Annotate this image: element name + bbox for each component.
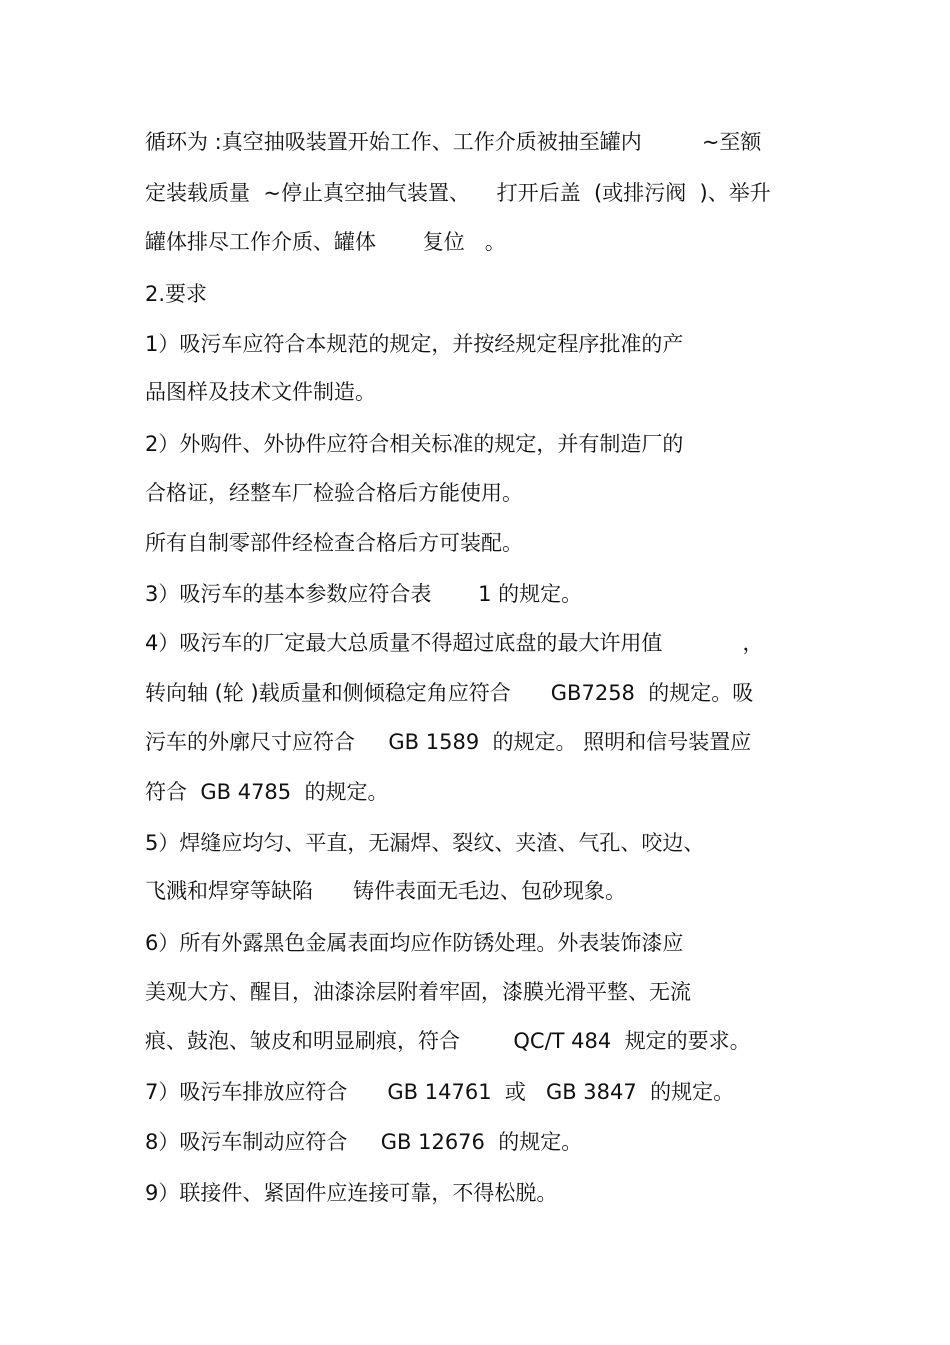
paragraph-line: 4）吸污车的厂定最大总质量不得超过底盘的最大许用值 ，: [145, 631, 764, 655]
paragraph-line: 3）吸污车的基本参数应符合表 1 的规定。: [145, 582, 583, 606]
paragraph-line: 7）吸污车排放应符合 GB 14761 或 GB 3847 的规定。: [145, 1080, 735, 1104]
paragraph-line: 转向轴 (轮 )载质量和侧倾稳定角应符合 GB7258 的规定。吸: [145, 681, 754, 705]
paragraph-line: 痕、鼓泡、皱皮和明显刷痕，符合 QC/T 484 规定的要求。: [145, 1029, 751, 1053]
paragraph-line: 5）焊缝应均匀、平直，无漏焊、裂纹、夹渣、气孔、咬边、: [145, 831, 705, 855]
paragraph-line: 美观大方、醒目，油漆涂层附着牢固，漆膜光滑平整、无流: [145, 980, 691, 1004]
paragraph-line: 定装载质量 ~停止真空抽气装置、 打开后盖 (或排污阀 )、举升: [145, 181, 771, 205]
paragraph-line: 罐体排尽工作介质、罐体 复位 。: [145, 230, 506, 254]
paragraph-line: 合格证，经整车厂检验合格后方能使用。: [145, 481, 523, 505]
paragraph-line: 8）吸污车制动应符合 GB 12676 的规定。: [145, 1130, 583, 1154]
paragraph-line: 污车的外廓尺寸应符合 GB 1589 的规定。 照明和信号装置应: [145, 730, 752, 754]
paragraph-line: 9）联接件、紧固件应连接可靠，不得松脱。: [145, 1181, 558, 1205]
section-heading: 2.要求: [145, 282, 208, 306]
paragraph-line: 2）外购件、外协件应符合相关标准的规定，并有制造厂的: [145, 432, 684, 456]
paragraph-line: 所有自制零部件经检查合格后方可装配。: [145, 531, 523, 555]
paragraph-line: 符合 GB 4785 的规定。: [145, 780, 389, 804]
paragraph-line: 循环为 :真空抽吸装置开始工作、工作介质被抽至罐内 ~至额: [145, 130, 762, 154]
paragraph-line: 品图样及技术文件制造。: [145, 380, 376, 404]
paragraph-line: 飞溅和焊穿等缺陷 铸件表面无毛边、包砂现象。: [145, 879, 627, 903]
paragraph-line: 6）所有外露黑色金属表面均应作防锈处理。外表装饰漆应: [145, 931, 684, 955]
paragraph-line: 1）吸污车应符合本规范的规定，并按经规定程序批准的产: [145, 332, 684, 356]
